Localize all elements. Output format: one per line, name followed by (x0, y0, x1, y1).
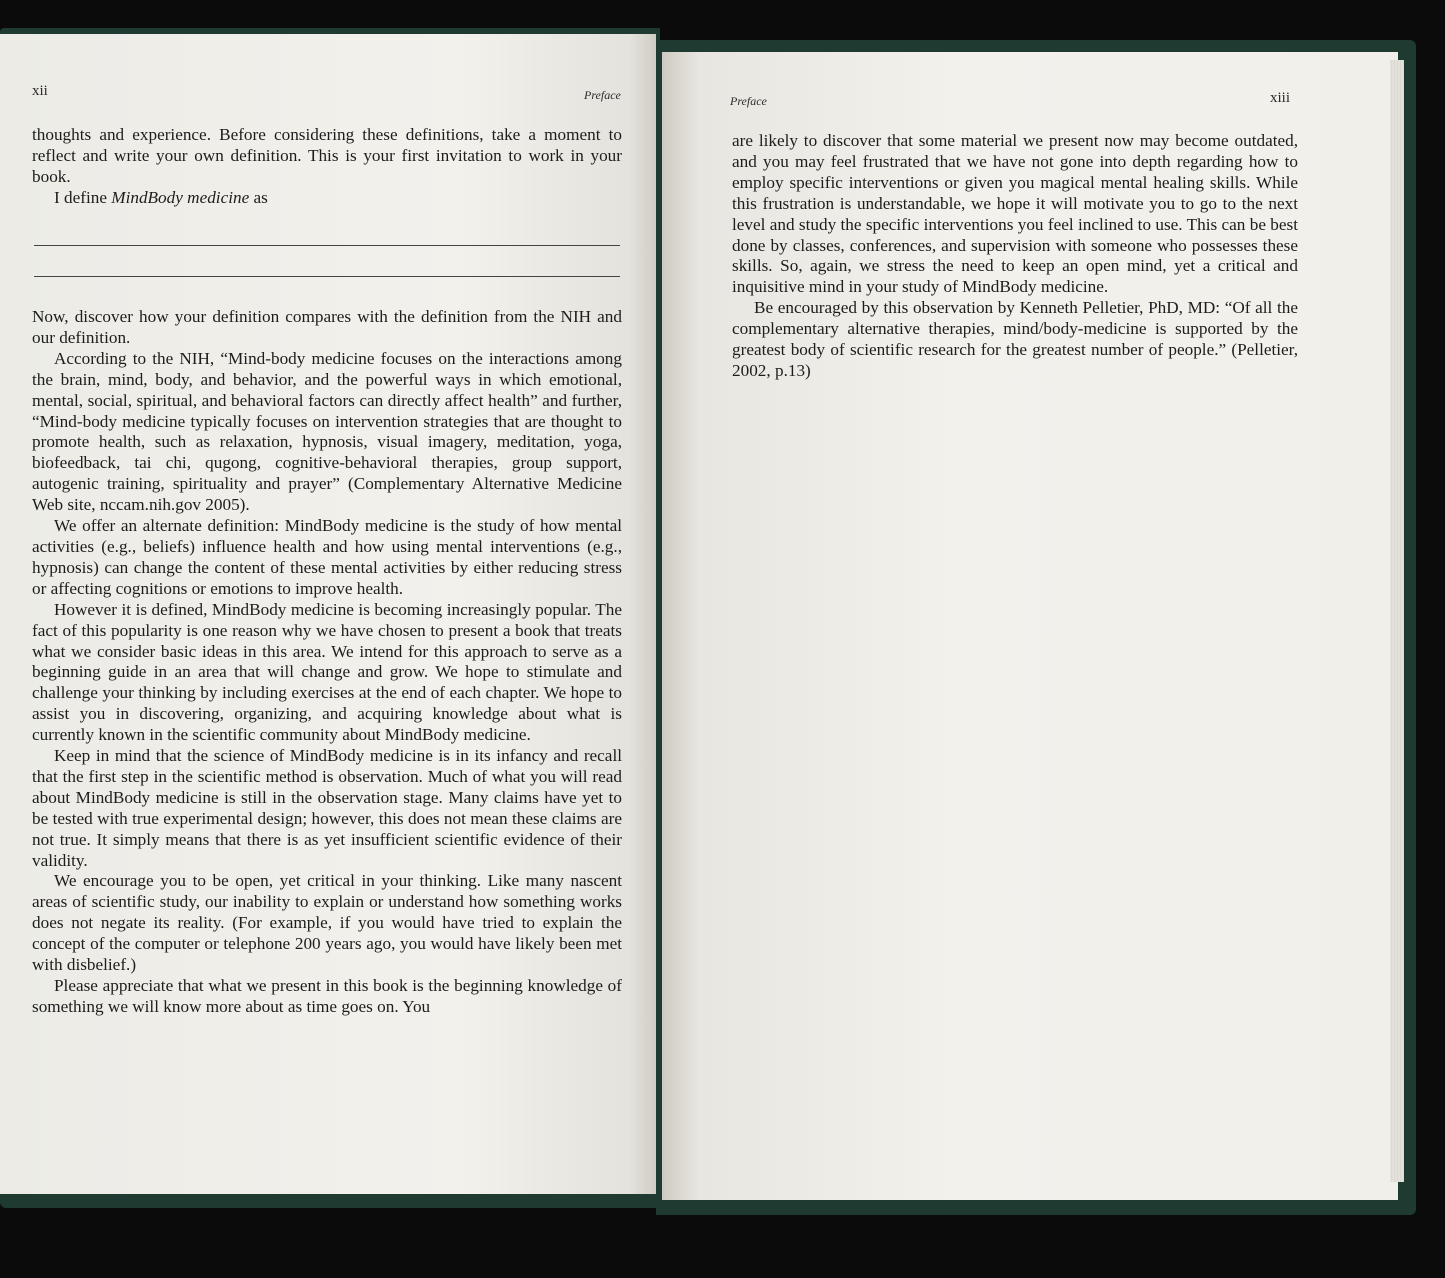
left-text-top (32, 125, 622, 209)
paragraph: Please appreciate that what we present in this book is the beginning knowledge of something we will know more about as time goes on. You (32, 976, 622, 1016)
right-text (732, 131, 1298, 382)
paragraph: We encourage you to be open, yet critical in your thinking. Like many nascent areas of scientific study, our inability to explain or understand how something works does not negate its reality. (For example, if you would have tried to explain the concept of the computer or telephone 200 years ago, you would have likely been met with disbelief.) (32, 871, 622, 975)
paragraph: We offer an alternate definition: MindBody medicine is the study of how mental activities (e.g., beliefs) influence health and how using mental interventions (e.g., hypnosis) can change the content of these mental activities by either reducing stress or affecting cognitions or emotions to improve health. (32, 516, 622, 598)
paragraph: are likely to discover that some material we present now may become outdated, and you may feel frustrated that we have not gone into depth regarding how to employ specific interventions or given you magical mental healing skills. While this frustration is understandable, we hope it will motivate you to go to the next level and study the specific interventions you feel inclined to use. This can be best done by classes, conferences, and supervision with someone who possesses these skills. So, again, we stress the need to keep an open mind, yet a critical and inquisitive mind in your study of MindBody medicine. (732, 131, 1298, 297)
write-in-line[interactable] (34, 276, 620, 277)
left-text-main (32, 307, 622, 1018)
definition-prefix: I define (54, 187, 112, 207)
right-running-head: Preface (730, 94, 767, 108)
write-in-line[interactable] (34, 245, 620, 246)
definition-prompt (32, 188, 622, 209)
paragraph: Now, discover how your definition compares with the definition from the NIH and our definition. (32, 307, 622, 347)
paragraph: thoughts and experience. Before considering these definitions, take a moment to reflect and write your own definition. This is your first invitation to work in your book. (32, 125, 622, 186)
left-page (0, 34, 656, 1194)
page-block-edge (1390, 60, 1404, 1182)
right-page (662, 52, 1398, 1200)
definition-suffix: as (249, 187, 268, 207)
left-page-number: xii (32, 83, 48, 99)
paragraph: According to the NIH, “Mind-body medicine focuses on the interactions among the brain, mind, body, and behavior, and the powerful ways in which emotional, mental, social, spiritual, and behavioral factors can directly affect health” and further, “Mind-body medicine typically focuses on intervention strategies that are thought to promote health, such as relaxation, hypnosis, visual imagery, meditation, yoga, biofeedback, tai chi, qugong, cognitive-behavioral therapies, group support, autogenic training, spirituality and prayer” (Complementary Alternative Medicine Web site, nccam.nih.gov 2005). (32, 348, 622, 515)
right-page-number: xiii (1270, 90, 1291, 106)
left-running-head: Preface (584, 88, 621, 102)
paragraph: Be encouraged by this observation by Kenneth Pelletier, PhD, MD: “Of all the complementary alternative therapies, mind/body-medicine is supported by the greatest body of scientific research for the greatest number of people.” (Pelletier, 2002, p.13) (732, 298, 1298, 380)
definition-term: MindBody medicine (111, 187, 250, 207)
paragraph: Keep in mind that the science of MindBody medicine is in its infancy and recall that the first step in the scientific method is observation. Much of what you will read about MindBody medicine is still in the observation stage. Many claims have yet to be tested with true experimental design; however, this does not mean these claims are not true. It simply means that there is as yet insufficient scientific evidence of their validity. (32, 746, 622, 870)
paragraph: However it is defined, MindBody medicine is becoming increasingly popular. The fact of this popularity is one reason why we have chosen to present a book that treats what we consider basic ideas in this area. We intend for this approach to serve as a beginning guide in an area that will change and grow. We hope to stimulate and challenge your thinking by including exercises at the end of each chapter. We hope to assist you in discovering, organizing, and acquiring knowledge about what is currently known in the scientific community about MindBody medicine. (32, 599, 622, 745)
